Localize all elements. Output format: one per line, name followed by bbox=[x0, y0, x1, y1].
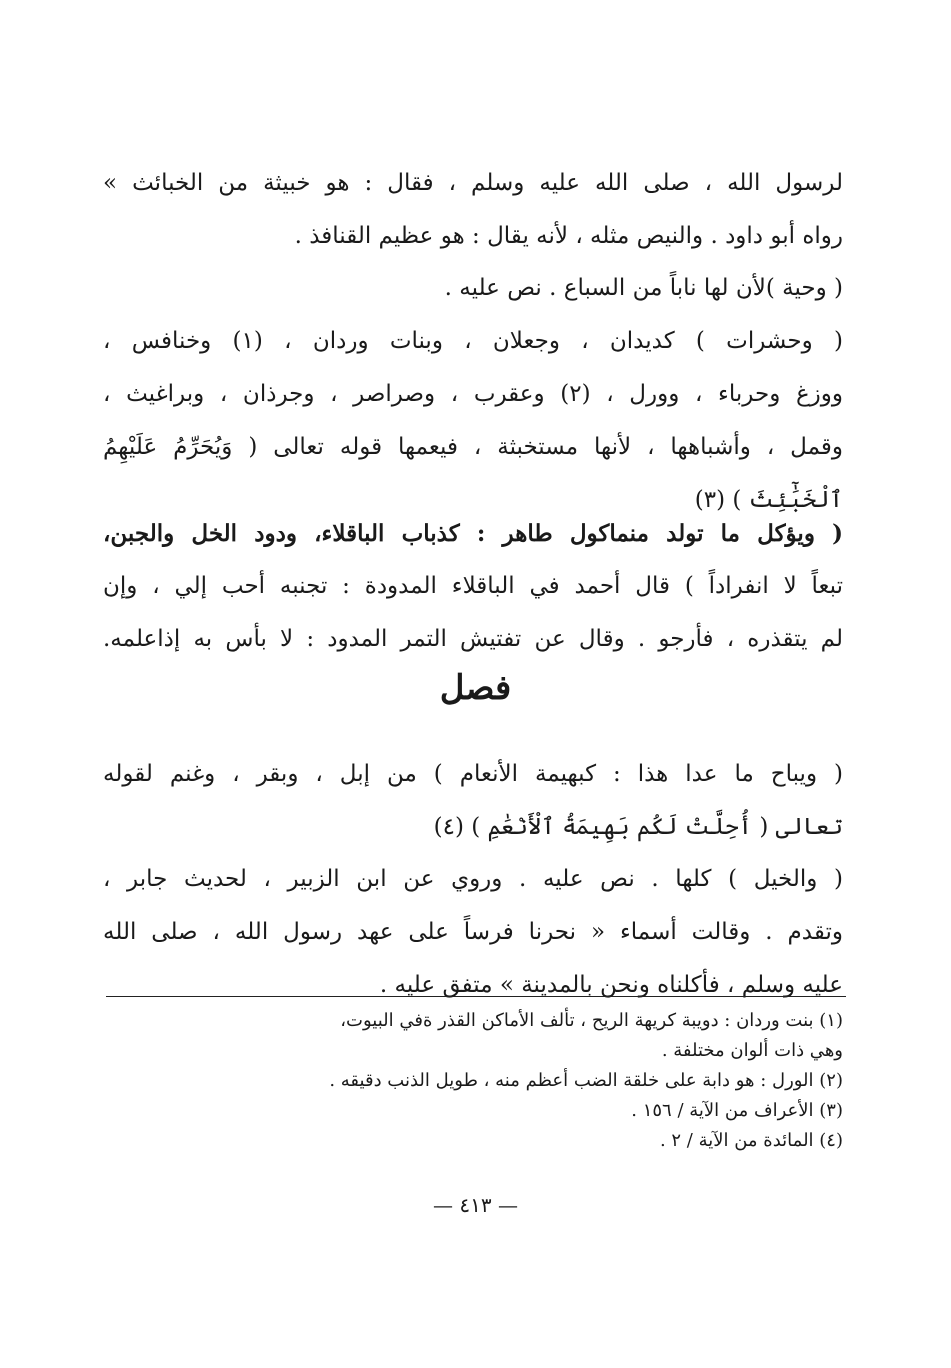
text-line: لرسول الله ، صلى الله عليه وسلم ، فقال : هو خبيثة من الخبائث » bbox=[103, 170, 843, 196]
text-line: رواه أبو داود . والنيص مثله ، لأنه يقال : هو عظيم القنافذ . bbox=[294, 223, 843, 249]
text-line: لم يتقذره ، فأرجو . وقال عن تفتيش التمر المدود : لا بأس به إذاعلمه. bbox=[103, 626, 843, 652]
text-line: عليه وسلم ، فأكلناه ونحن بالمدينة » متفق عليه . bbox=[379, 972, 843, 998]
section-heading: فصل bbox=[439, 668, 512, 708]
footnote-line: (١) بنت وردان : دويبة كريهة الريح ، تألف الأماكن القذر ةفي البيوت، bbox=[340, 1010, 843, 1031]
footnote-line: (٣) الأعراف من الآية / ١٥٦ . bbox=[631, 1100, 843, 1121]
text-line: وقمل ، وأشباهها ، لأنها مستخبثة ، فيعمها قوله تعالى ( وَيُحَرِّمُ عَلَيْهِمُ bbox=[103, 434, 843, 460]
paragraph-snake bbox=[103, 262, 843, 315]
text-line: ( ويؤكل ما تولد منماكول طاهر : كذباب الباقلاء، ودود الخل والجبن، bbox=[103, 520, 843, 547]
text-line: وتقدم . وقالت أسماء « نحرنا فرساً على عهد رسول الله ، صلى الله bbox=[103, 919, 843, 945]
paragraph-horses bbox=[103, 853, 843, 1012]
paragraph-hadith-end bbox=[103, 157, 843, 263]
paragraph-livestock bbox=[103, 748, 843, 854]
footnote-separator bbox=[106, 996, 846, 997]
paragraph-insects bbox=[103, 315, 843, 527]
text-line: ٱلْخَبَٰٓئِثَ ) (٣) bbox=[694, 487, 843, 513]
text-line: ( ويباح ما عدا هذا : كبهيمة الأنعام ) من إبل ، وبقر ، وغنم لقوله bbox=[103, 761, 843, 787]
footnote-line: وهي ذات ألوان مختلفة . bbox=[661, 1040, 843, 1061]
footnotes bbox=[103, 1006, 843, 1156]
text-line: تبعاً لا انفراداً ) قال أحمد في الباقلاء المدودة : تجنبه أحب إلي ، وإن bbox=[103, 573, 843, 599]
text-line: ( والخيل ) كلها . نص عليه . وروي عن ابن الزبير ، لحديث جابر ، bbox=[103, 866, 843, 892]
paragraph-edible-worms bbox=[103, 507, 843, 666]
footnote-line: (٤) المائدة من الآية / ٢ . bbox=[659, 1130, 843, 1151]
footnote-line: (٢) الورل : هو دابة على خلقة الضب أعظم منه ، طويل الذنب دقيقه . bbox=[329, 1070, 843, 1091]
page-number: — ٤١٣ — bbox=[433, 1193, 518, 1217]
text-line: تعالى ( أُحِلَّتْ لَكُم بَهِيمَةُ ٱلْأَنْعَٰمِ ) (٤) bbox=[433, 814, 843, 840]
text-line: ووزغ وحرباء ، وورل ، (٢) وعقرب ، وصراصر ، وجرذان ، وبراغيث ، bbox=[103, 381, 843, 407]
text-line: ( وحشرات ) كديدان ، وجعلان ، وبنات وردان ، (١) وخنافس ، bbox=[103, 328, 843, 354]
text-line: ( وحية )لأن لها ناباً من السباع . نص عليه . bbox=[444, 275, 843, 301]
